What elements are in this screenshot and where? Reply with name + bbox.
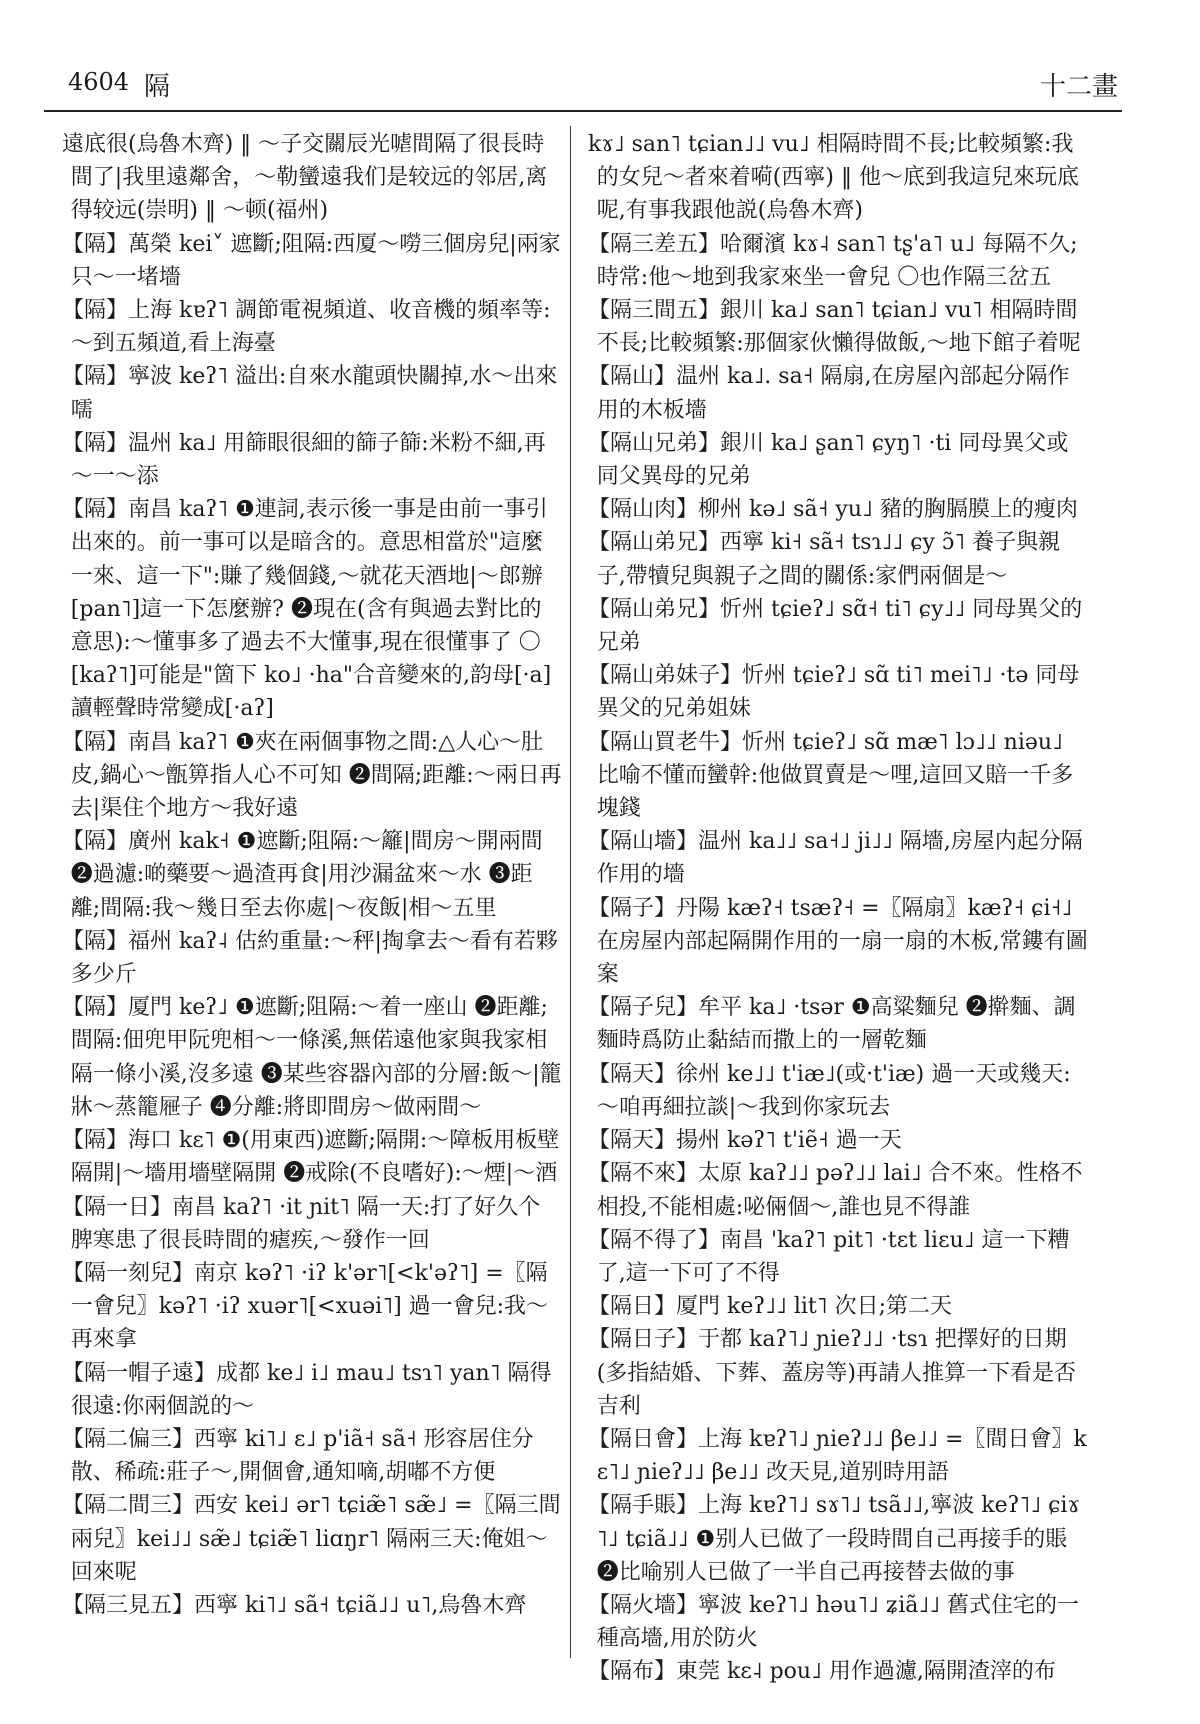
dictionary-entry: 【隔】上海 kɐʔ˥ 調節電視頻道、收音機的頻率等:～到五頻道,看上海臺 (62, 298, 551, 357)
dictionary-entry: 【隔】廣州 kak˧ ❶遮斷;阻隔:～籬|間房～開兩間 ❷過濾:啲藥要～過渣再食|用沙漏盆來～水 ❸距離;間隔:我～幾日至去你處|～夜飯|相～五里 (62, 829, 543, 921)
dictionary-entry: 【隔】厦門 keʔ˩ ❶遮斷;阻隔:～着一座山 ❷距離;間隔:佃兜甲阮兜相～一條溪,無偌遠他家與我家相隔一條小溪,沒多遠 ❸某些容器內部的分層:飯～|籠牀～蒸籠屜子 ❹分離:將即間房～做兩間～ (62, 995, 562, 1120)
dictionary-entry: 【隔山】温州 ka˩. sa˧ 隔扇,在房屋內部起分隔作用的木板墻 (588, 364, 1070, 423)
dictionary-entry: 【隔】寧波 keʔ˥ 溢出:自來水龍頭快關掉,水～出來嚅 (62, 364, 558, 423)
dictionary-entry: 【隔火墻】寧波 keʔ˥˩ həu˥˩ ʑiã˩˩ 舊式住宅的一種高墻,用於防火 (588, 1592, 1080, 1652)
dictionary-entry: 【隔一日】南昌 kaʔ˥ ·it ɲit˥ 隔一天:打了好久个脾寒患了很長時間的瘧疾,～發作一回 (62, 1194, 541, 1253)
left-column (62, 128, 562, 1658)
dictionary-entry: 【隔三間五】銀川 ka˩ san˥ tɕian˩ vu˥ 相隔時間不長;比較頻繁:那個家伙懶得做飯,～地下館子着呢 (588, 298, 1081, 357)
page-header (44, 62, 1122, 112)
dictionary-entry: 【隔日】厦門 keʔ˩˩ lit˥ 次日;第二天 (588, 1294, 952, 1320)
dictionary-entry: 【隔】海口 kɛ˥ ❶(用東西)遮斷;隔開:～障板用板壁隔開|～墻用墻壁隔開 ❷戒除(不良嗜好):～煙|～酒 (62, 1128, 560, 1187)
dictionary-entry: 【隔手賬】上海 kɐʔ˥˩ sɤ˥˩ tsã˩˩,寧波 keʔ˥˩ ɕiɤ˥˩ tɕiã˩˩ ❶别人已做了一段時間自己再接手的賬 ❷比喻别人已做了一半自己再接替去做的事 (588, 1493, 1080, 1585)
dictionary-entry: 【隔二間三】西安 kei˩ ər˥ tɕiæ̃˥ sæ̃˩ =〖隔三間兩兒〗kei˩˩ sæ̃˩ tɕiæ̃˥ liɑŋr˥ 隔兩三天:俺姐～回來呢 (62, 1493, 561, 1585)
dictionary-entry: 【隔山弟兄】忻州 tɕieʔ˩ sɑ̃˧ ti˥ ɕy˩˩ 同母異父的兄弟 (588, 596, 1083, 656)
dictionary-entry: 【隔山買老牛】忻州 tɕieʔ˩ sɑ̃ mæ˥ lɔ˩˩ niəu˩ 比喻不懂而蠻幹:他做買賣是～哩,這回又賠一千多塊錢 (588, 729, 1074, 822)
dictionary-entry: 【隔天】徐州 ke˩˩ t'iæ˩(或·t'iæ) 過一天或幾天:～咱再細拉談|～我到你家玩去 (588, 1061, 1071, 1120)
dictionary-entry: 【隔】福州 kaʔ˨ 估約重量:～秤|掏拿去～看有若夥多少斤 (62, 928, 558, 988)
dictionary-entry: 【隔】温州 ka˩ 用篩眼很細的篩子篩:米粉不細,再～一～添 (62, 430, 546, 490)
column-divider (570, 126, 571, 1658)
page-number: 4604 (68, 68, 130, 96)
right-column (588, 128, 1088, 1685)
dictionary-entry: 【隔二偏三】西寧 ki˥˩ ɛ˩ p'iã˧ sã˧ 形容居住分散、稀疏:莊子～,開個會,通知嘀,胡嘟不方便 (62, 1426, 534, 1486)
dictionary-entry: 【隔山墻】温州 ka˩˩ sa˧˩ ji˩˩ 隔墻,房屋内起分隔作用的墻 (588, 829, 1083, 888)
dictionary-entry: 【隔子】丹陽 kæʔ˧ tsæʔ˧ =〖隔扇〗kæʔ˧ ɕi˧˩ 在房屋内部起隔開作用的一扇一扇的木板,常鏤有圖案 (588, 895, 1088, 988)
dictionary-entry: 【隔山兄弟】銀川 ka˩ ʂan˥ ɕyŋ˥ ·ti 同母異父或同父異母的兄弟 (588, 430, 1069, 490)
dictionary-entry: 【隔三見五】西寧 ki˥˩ sã˧ tɕiã˩˩ u˥,烏魯木齊 (62, 1592, 527, 1618)
dictionary-entry: 【隔不來】太原 kaʔ˩˩ pəʔ˩˩ lai˩ 合不來。性格不相投,不能相處:咇倆個～,誰也見不得誰 (588, 1161, 1083, 1220)
dictionary-entry: 【隔日子】于都 kaʔ˥˩ ɲieʔ˩˩ ·tsɿ 把擇好的日期(多指結婚、下葬、蓋房等)再請人推算一下看是否吉利 (588, 1327, 1076, 1419)
dictionary-entry: 【隔山弟兄】西寧 ki˧ sã˧ tsɿ˩˩ ɕy ɔ̃˥ 養子與親子,帶犢兒與親子之間的關係:家們兩個是～ (588, 530, 1061, 589)
dictionary-entry: 【隔日會】上海 kɐʔ˥˩ ɲieʔ˩˩ βe˩˩ =〖間日會〗kɛ˥˩ ɲieʔ˩˩ βe˩˩ 改天見,道别時用語 (588, 1426, 1087, 1486)
dictionary-entry: 【隔三差五】哈爾濱 kɤ˨ san˥ tʂ'a˥ u˩ 每隔不久;時常:他～地到我家來坐一會兒 〇也作隔三岔五 (588, 231, 1078, 290)
dictionary-entry: kɤ˩ san˥ tɕian˩˩ vu˩ 相隔時間不長;比較頻繁:我的女兒～者來着嗬(西寧) ‖ 他～底到我這兒來玩底呢,有事我跟他説(烏魯木齊) (588, 132, 1079, 224)
dictionary-entry: 【隔布】東莞 kɛ˨ pou˩ 用作過濾,隔開渣滓的布 (588, 1659, 1056, 1685)
dictionary-entry: 【隔一帽子遠】成都 ke˩ i˩ mau˩ tsɿ˥ yan˥ 隔得很遠:你兩個説的～ (62, 1360, 552, 1419)
dictionary-entry: 【隔一刻兒】南京 kəʔ˥ ·iʔ k'ər˥[<k'əʔ˥] =〖隔一會兒〗kəʔ˥ ·iʔ xuər˥[<xuəi˥] 過一會兒:我～再來拿 (62, 1260, 549, 1353)
dictionary-entry: 【隔山弟妹子】忻州 tɕieʔ˩ sɑ̃ ti˥ mei˥˩ ·tə 同母異父的兄弟姐妹 (588, 663, 1080, 722)
head-character: 隔 (144, 72, 171, 102)
dictionary-entry: 遠底很(烏魯木齊) ‖ ～子交關辰光㖸間隔了很長時間了|我里遠鄰舍，～勒蠻遠我们是较远的邻居,离得较远(崇明) ‖ ～顿(福州) (62, 132, 548, 224)
dictionary-entry: 【隔】南昌 kaʔ˥ ❶夾在兩個事物之間:△人心～肚皮,鍋心～甑箅指人心不可知 ❷間隔;距離:～兩日再去|渠住个地方～我好遠 (62, 729, 562, 822)
dictionary-entry: 【隔山肉】柳州 kə˩ sã˧ yu˩ 豬的胸膈膜上的瘦肉 (588, 497, 1078, 523)
stroke-count-label: 十二畫 (1039, 72, 1118, 102)
dictionary-entry: 【隔子兒】牟平 ka˩ ·tsər ❶高粱麵兒 ❷擀麵、調麵時爲防止黏結而撒上的一層乾麵 (588, 995, 1076, 1054)
dictionary-entry: 【隔不得了】南昌 'kaʔ˥ pit˥ ·tɛt liɛu˩ 這一下糟了,這一下可了不得 (588, 1227, 1070, 1286)
dictionary-entry: 【隔】萬榮 kei˅ 遮斷;阻隔:西厦～嘮三個房兒|兩家只～一堵墻 (62, 231, 561, 290)
dictionary-entry: 【隔】南昌 kaʔ˥ ❶連詞,表示後一事是由前一事引出來的。前一事可以是暗含的。意思相當於"這麼一來、這一下":賺了幾個錢,～就花天酒地|～郎辦[pan˥]這一下怎麼辦? ❷現在(含有與過去對比的意思):～懂事多了過去不大懂事,現在很懂事了 〇[kaʔ˥]可能是"箇下 ko˩ ·ha"合音變來的,韵母[·a]讀輕聲時常變成[·aʔ] (62, 497, 552, 722)
dictionary-entry: 【隔天】揚州 kəʔ˥ t'iẽ˧ 過一天 (588, 1128, 902, 1154)
